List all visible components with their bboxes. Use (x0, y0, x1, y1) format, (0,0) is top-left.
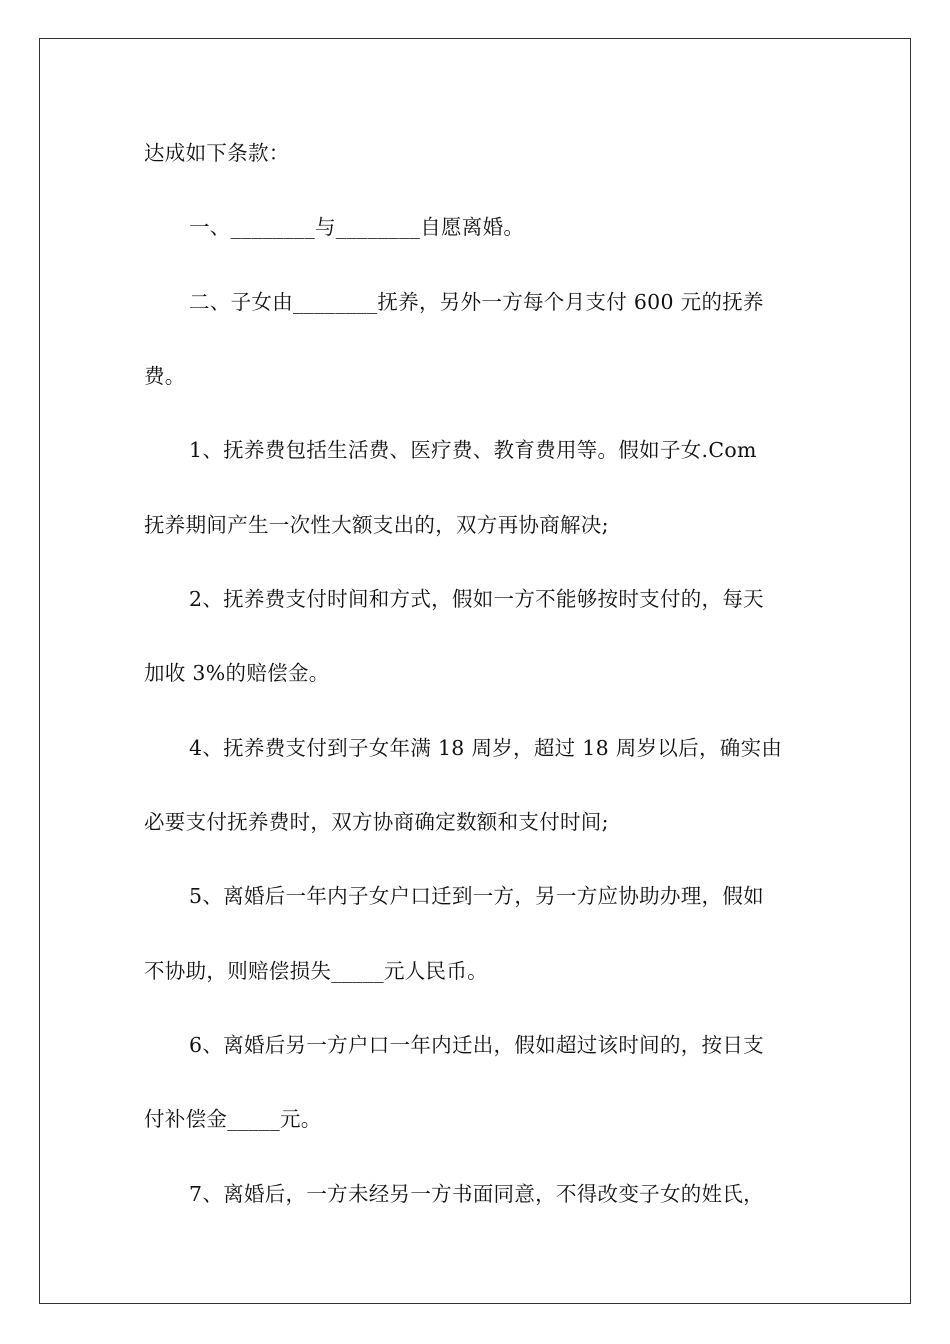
item-1-cont: 抚养期间产生一次性大额支出的，双方再协商解决; (144, 513, 609, 537)
item-7: 7、离婚后，一方未经另一方书面同意，不得改变子女的姓氏， (189, 1182, 764, 1206)
intro-line: 达成如下条款： (144, 141, 290, 165)
clause-2: 二、子女由________抚养，另外一方每个月支付 600 元的抚养 (189, 290, 764, 314)
item-1: 1、抚养费包括生活费、医疗费、教育费用等。假如子女.Com (189, 438, 757, 462)
item-5: 5、离婚后一年内子女户口迁到一方，另一方应协助办理，假如 (189, 884, 764, 908)
item-4: 4、抚养费支付到子女年满 18 周岁，超过 18 周岁以后，确实由 (189, 736, 783, 760)
item-6: 6、离婚后另一方户口一年内迁出，假如超过该时间的，按日支 (189, 1033, 764, 1057)
item-6-cont: 付补偿金_____元。 (144, 1107, 322, 1131)
item-2-cont: 加收 3%的赔偿金。 (144, 661, 330, 685)
item-5-cont: 不协助，则赔偿损失_____元人民币。 (144, 959, 488, 983)
clause-1: 一、________与________自愿离婚。 (189, 215, 525, 239)
clause-2-cont: 费。 (144, 364, 186, 388)
item-2: 2、抚养费支付时间和方式，假如一方不能够按时支付的，每天 (189, 587, 764, 611)
item-4-cont: 必要支付抚养费时，双方协商确定数额和支付时间; (144, 810, 609, 834)
